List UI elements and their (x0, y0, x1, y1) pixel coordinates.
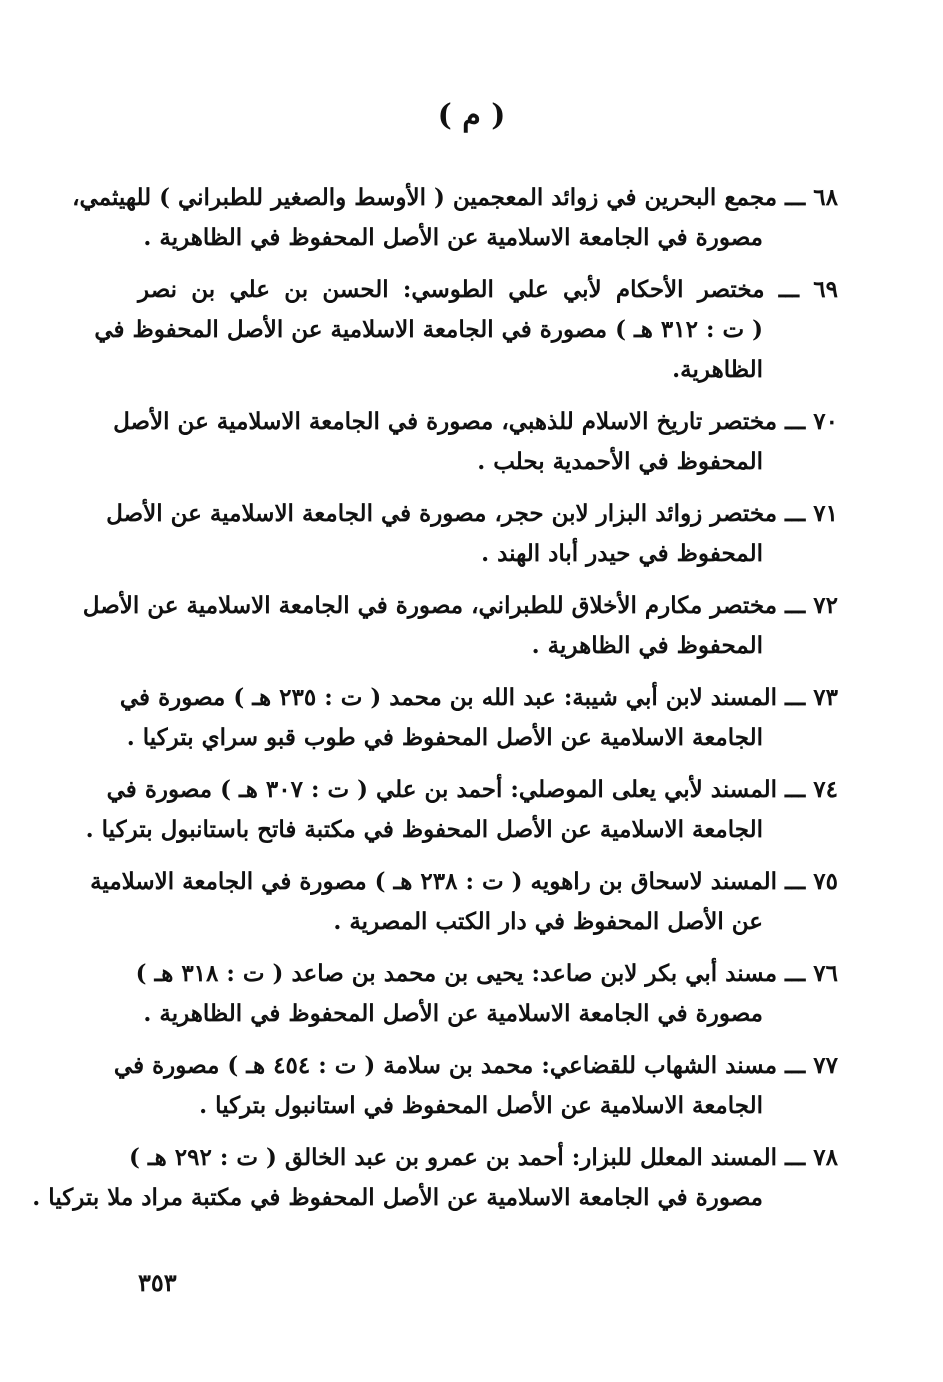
entry-text: الجامعة الاسلامية عن الأصل المحفوظ في طوب قبو سراي بتركيا . (126, 724, 763, 751)
bibliography-entry (119, 678, 838, 758)
entry-first-line (135, 954, 838, 994)
entry-text: المسند المعلل للبزار: أحمد بن عمرو بن عبد الخالق ( ت : ٢٩٢ هـ ) (129, 1144, 778, 1171)
bibliography-entry (113, 402, 838, 482)
entry-text: مسند أبي بكر لابن صاعد: يحيى بن محمد بن صاعد ( ت : ٣١٨ هـ ) (135, 960, 778, 987)
entry-continuation-line (85, 810, 838, 850)
entry-text: الظاهرية. (672, 356, 763, 383)
entry-continuation-line (138, 626, 838, 666)
entry-number: ٧١ (813, 500, 838, 527)
entry-text: المسند لابن أبي شيبة: عبد الله بن محمد ( ت : ٢٣٥ هـ ) مصورة في (119, 684, 778, 711)
bibliography-entry (90, 862, 838, 942)
entry-first-line (72, 178, 838, 218)
entry-number: ٧٤ (813, 776, 838, 803)
entry-number: ٧٨ (813, 1144, 838, 1171)
entry-dash: ـــ (785, 960, 806, 987)
bibliography-entry (113, 1046, 838, 1126)
entry-text: المحفوظ في الأحمدية بحلب . (477, 448, 763, 475)
entry-first-line (90, 862, 838, 902)
entry-continuation-line (138, 902, 838, 942)
entry-first-line (138, 270, 838, 310)
entry-continuation-line (138, 994, 838, 1034)
entry-first-line (129, 1138, 838, 1178)
entry-first-line (82, 586, 838, 626)
bibliography-list (32, 178, 838, 1230)
entry-dash: ـــ (785, 776, 806, 803)
entry-text: الجامعة الاسلامية عن الأصل المحفوظ في استانبول بتركيا . (199, 1092, 763, 1119)
entry-number: ٧٦ (813, 960, 838, 987)
entry-continuation-line (94, 310, 838, 350)
entry-continuation-line (32, 1178, 838, 1218)
entry-dash: ـــ (785, 408, 806, 435)
entry-continuation-line (138, 218, 838, 258)
entry-dash: ـــ (785, 500, 806, 527)
bibliography-entry (32, 1138, 838, 1218)
entry-text: مصورة في الجامعة الاسلامية عن الأصل المحفوظ في مكتبة مراد ملا بتركيا . (32, 1184, 763, 1211)
entry-continuation-line (138, 350, 838, 390)
entry-first-line (113, 1046, 838, 1086)
entry-text: مصورة في الجامعة الاسلامية عن الأصل المحفوظ في الظاهرية . (143, 1000, 763, 1027)
bibliography-entry (82, 586, 838, 666)
entry-number: ٧٠ (813, 408, 838, 435)
entry-text: مختصر زوائد البزار لابن حجر، مصورة في الجامعة الاسلامية عن الأصل (106, 500, 778, 527)
bibliography-entry (94, 270, 838, 390)
entry-text: مختصر تاريخ الاسلام للذهبي، مصورة في الجامعة الاسلامية عن الأصل (113, 408, 778, 435)
bibliography-entry (106, 494, 838, 574)
entry-number: ٧٣ (813, 684, 838, 711)
entry-text: مصورة في الجامعة الاسلامية عن الأصل المحفوظ في الظاهرية . (143, 224, 763, 251)
entry-number: ٧٢ (813, 592, 838, 619)
entry-number: ٧٧ (813, 1052, 838, 1079)
entry-first-line (106, 770, 838, 810)
entry-first-line (113, 402, 838, 442)
entry-continuation-line (138, 442, 838, 482)
entry-text: عن الأصل المحفوظ في دار الكتب المصرية . (333, 908, 763, 935)
entry-number: ٦٨ (813, 184, 838, 211)
entry-text: ( ت : ٣١٢ هـ ) مصورة في الجامعة الاسلامية عن الأصل المحفوظ في (94, 316, 763, 343)
entry-dash: ـــ (785, 684, 806, 711)
entry-dash: ـــ (785, 1144, 806, 1171)
section-header: ( م ) (437, 98, 506, 133)
entry-continuation-line (138, 1086, 838, 1126)
entry-first-line (119, 678, 838, 718)
entry-number: ٧٥ (813, 868, 838, 895)
bibliography-entry (135, 954, 838, 1034)
page-number: ٣٥٣ (138, 1268, 177, 1297)
entry-continuation-line (126, 718, 838, 758)
entry-dash: ـــ (785, 1052, 806, 1079)
entry-text: المسند لأبي يعلى الموصلي: أحمد بن علي ( ت : ٣٠٧ هـ ) مصورة في (106, 776, 778, 803)
entry-text: مختصر مكارم الأخلاق للطبراني، مصورة في الجامعة الاسلامية عن الأصل (82, 592, 778, 619)
bibliography-entry (85, 770, 838, 850)
entry-text: المسند لاسحاق بن راهويه ( ت : ٢٣٨ هـ ) مصورة في الجامعة الاسلامية (90, 868, 778, 895)
entry-first-line (106, 494, 838, 534)
entry-dash: ـــ (785, 592, 806, 619)
entry-dash: ـــ (778, 276, 800, 303)
entry-dash: ـــ (785, 868, 806, 895)
bibliography-entry (72, 178, 838, 258)
entry-text: مسند الشهاب للقضاعي: محمد بن سلامة ( ت : ٤٥٤ هـ ) مصورة في (113, 1052, 778, 1079)
entry-text: المحفوظ في الظاهرية . (531, 632, 763, 659)
entry-text: مجمع البحرين في زوائد المعجمين ( الأوسط والصغير للطبراني ) للهيثمي، (72, 184, 778, 211)
entry-text: مختصر الأحكام لأبي علي الطوسي: الحسن بن علي بن نصر (138, 276, 765, 303)
entry-number: ٦٩ (813, 276, 838, 303)
entry-dash: ـــ (785, 184, 806, 211)
entry-text: المحفوظ في حيدر أباد الهند . (481, 540, 763, 567)
entry-text: الجامعة الاسلامية عن الأصل المحفوظ في مكتبة فاتح باستانبول بتركيا . (85, 816, 763, 843)
entry-continuation-line (138, 534, 838, 574)
